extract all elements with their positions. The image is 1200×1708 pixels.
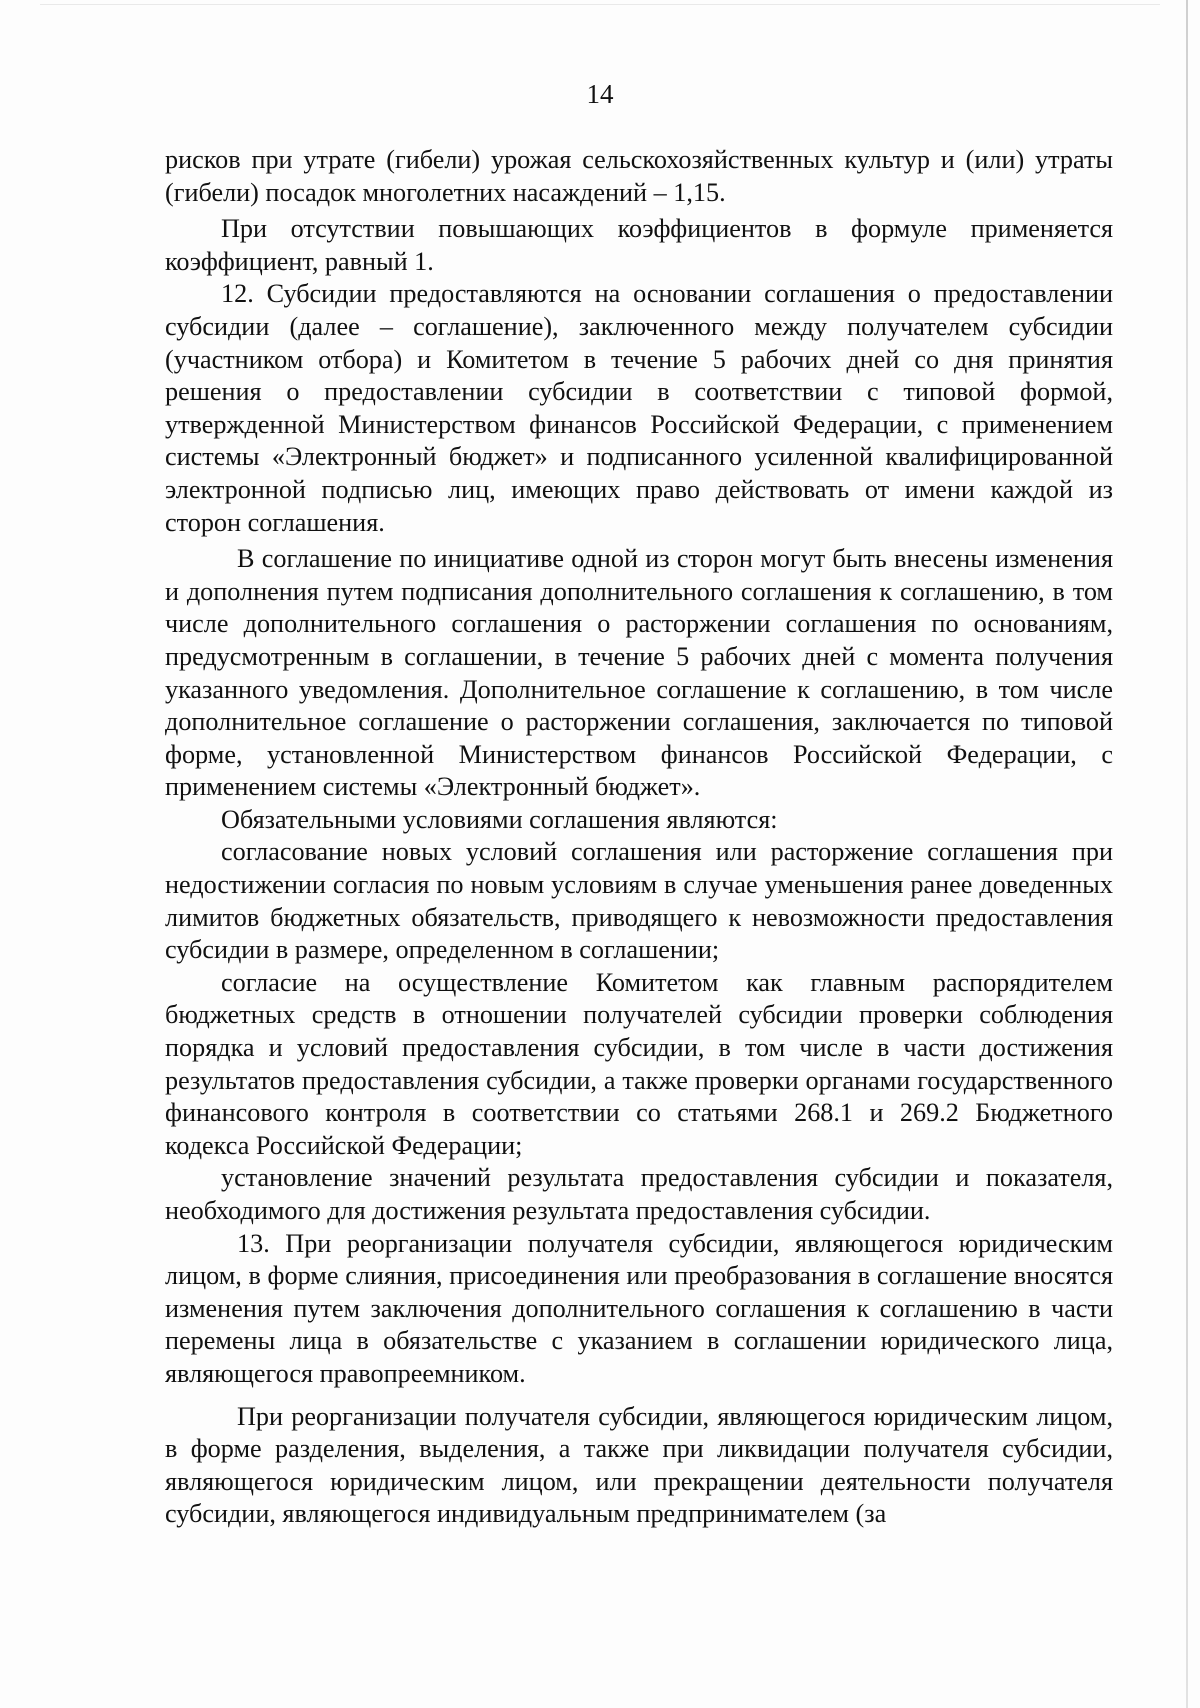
- paragraph-condition-audit-consent: согласие на осуществление Комитетом как главным распорядителем бюджетных средств в отношении получателей субсидии проверки соблюдения порядка и условий предоставления субсидии, в том числе в части достижения результатов предоставления субсидии, а также проверки органами государственного финансового контроля в соответствии со статьями 268.1 и 269.2 Бюджетного кодекса Российской Федерации;: [165, 967, 1113, 1160]
- document-body: [165, 144, 1113, 1531]
- paragraph-agreement-changes: В соглашение по инициативе одной из сторон могут быть внесены изменения и дополнения путем подписания дополнительного соглашения к соглашению, в том числе дополнительного соглашения о расторжении соглашения по основаниям, предусмотренным в соглашении, в течение 5 рабочих дней с момента получения указанного уведомления. Дополнительное соглашение к соглашению, в том числе дополнительное соглашение о расторжении соглашения, заключается по типовой форме, установленной Министерством финансов Российской Федерации, с применением системы «Электронный бюджет».: [165, 544, 1113, 802]
- paragraph-condition-result-values: установление значений результата предоставления субсидии и показателя, необходимого для достижения результата предоставления субсидии.: [165, 1163, 1113, 1225]
- page-number: 14: [586, 79, 614, 109]
- paragraph-continuation: рисков при утрате (гибели) урожая сельскохозяйственных культур и (или) утраты (гибели) посадок многолетних насаждений – 1,15.: [165, 145, 1113, 207]
- scan-edge-top: [40, 4, 1160, 5]
- paragraph-coefficient-default: При отсутствии повышающих коэффициентов в формуле применяется коэффициент, равный 1.: [165, 214, 1113, 276]
- paragraph-condition-new-terms: согласование новых условий соглашения или расторжение соглашения при недостижении согласия по новым условиям в случае уменьшения ранее доведенных лимитов бюджетных обязательств, приводящего к невозможности предоставления субсидии в размере, определенном в соглашении;: [165, 837, 1113, 965]
- paragraph-reorganization: При реорганизации получателя субсидии, являющегося юридическим лицом, в форме разделения, выделения, а также при ликвидации получателя субсидии, являющегося юридическим лицом, или прекращении деятельности получателя субсидии, являющегося индивидуальным предпринимателем (за: [165, 1401, 1113, 1529]
- paragraph-mandatory-conditions: Обязательными условиями соглашения являются:: [221, 804, 778, 834]
- paragraph-clause-12: 12. Субсидии предоставляются на основании соглашения о предоставлении субсидии (далее – соглашение), заключенного между получателем субсидии (участником отбора) и Комитетом в течение 5 рабочих дней со дня принятия решения о предоставлении субсидии в соответствии с типовой формой, утвержденной Министерством финансов Российской Федерации, с применением системы «Электронный бюджет» и подписанного усиленной квалифицированной электронной подписью лиц, имеющих право действовать от имени каждой из сторон соглашения.: [165, 279, 1113, 537]
- scan-edge-right: [1186, 0, 1188, 1708]
- paragraph-clause-13: 13. При реорганизации получателя субсидии, являющегося юридическим лицом, в форме слияния, присоединения или преобразования в соглашение вносятся изменения путем заключения дополнительного соглашения к соглашению в части перемены лица в обязательстве с указанием в соглашении юридического лица, являющегося правопреемником.: [165, 1228, 1113, 1388]
